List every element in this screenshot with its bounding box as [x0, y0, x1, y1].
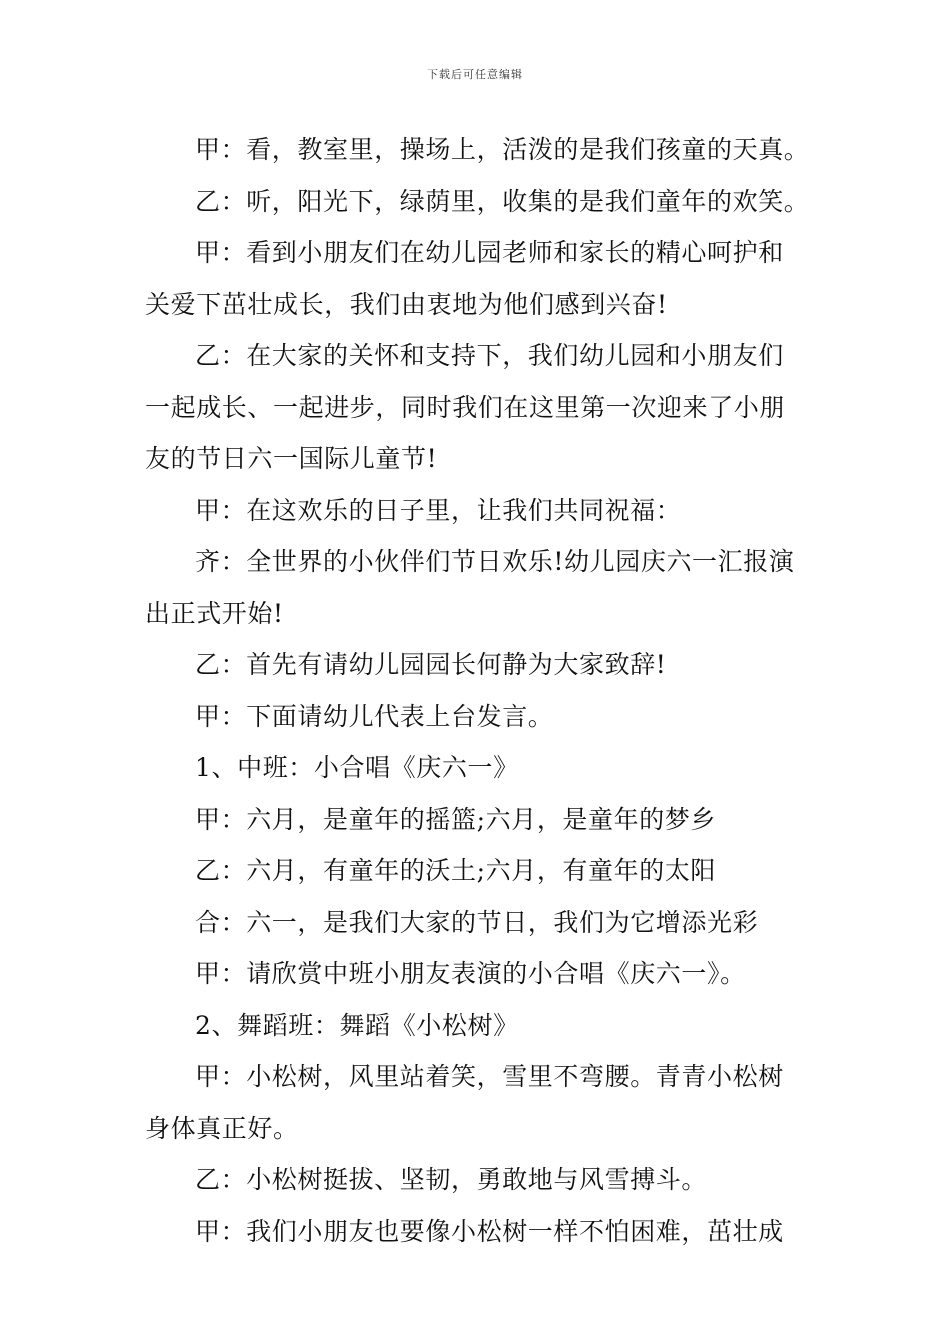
section-heading: 1、中班：小合唱《庆六一》 — [195, 753, 519, 782]
paragraph-line: 甲：小松树，风里站着笑，雪里不弯腰。青青小松树 — [195, 1062, 784, 1091]
section-heading: 2、舞蹈班：舞蹈《小松树》 — [195, 1010, 519, 1040]
paragraph-line: 出正式开始! — [145, 598, 284, 628]
paragraph-line: 关爱下茁壮成长，我们由衷地为他们感到兴奋! — [145, 289, 668, 319]
paragraph-line: 甲：请欣赏中班小朋友表演的小合唱《庆六一》。 — [195, 959, 746, 988]
paragraph-line: 甲：六月，是童年的摇篮;六月，是童年的梦乡 — [195, 804, 717, 834]
paragraph-line: 甲：我们小朋友也要像小松树一样不怕困难，茁壮成 — [195, 1216, 784, 1246]
paragraph-line: 乙：在大家的关怀和支持下，我们幼儿园和小朋友们 — [195, 341, 784, 370]
paragraph-line: 齐：全世界的小伙伴们节日欢乐!幼儿园庆六一汇报演 — [195, 547, 795, 576]
paragraph-line: 乙：小松树挺拔、坚韧，勇敢地与风雪搏斗。 — [195, 1165, 708, 1194]
paragraph-line: 友的节日六一国际儿童节! — [145, 444, 438, 473]
paragraph-line: 甲：看，教室里，操场上，活泼的是我们孩童的天真。 — [195, 135, 810, 164]
paragraph-line: 甲：在这欢乐的日子里，让我们共同祝福： — [195, 495, 682, 525]
paragraph-line: 乙：首先有请幼儿园园长何静为大家致辞! — [195, 650, 667, 679]
paragraph-line: 甲：下面请幼儿代表上台发言。 — [195, 701, 554, 731]
paragraph-line: 乙：听，阳光下，绿荫里，收集的是我们童年的欢笑。 — [195, 186, 810, 216]
document-body — [145, 124, 810, 1257]
paragraph-line: 身体真正好。 — [145, 1113, 299, 1143]
paragraph-line: 一起成长、一起进步，同时我们在这里第一次迎来了小朋 — [145, 392, 786, 422]
paragraph-line: 甲：看到小朋友们在幼儿园老师和家长的精心呵护和 — [195, 238, 784, 267]
paragraph-line: 合：六一，是我们大家的节日，我们为它增添光彩 — [195, 907, 759, 937]
page-header: 下载后可任意编辑 — [427, 68, 523, 81]
paragraph-line: 乙：六月，有童年的沃土;六月，有童年的太阳 — [195, 856, 717, 885]
